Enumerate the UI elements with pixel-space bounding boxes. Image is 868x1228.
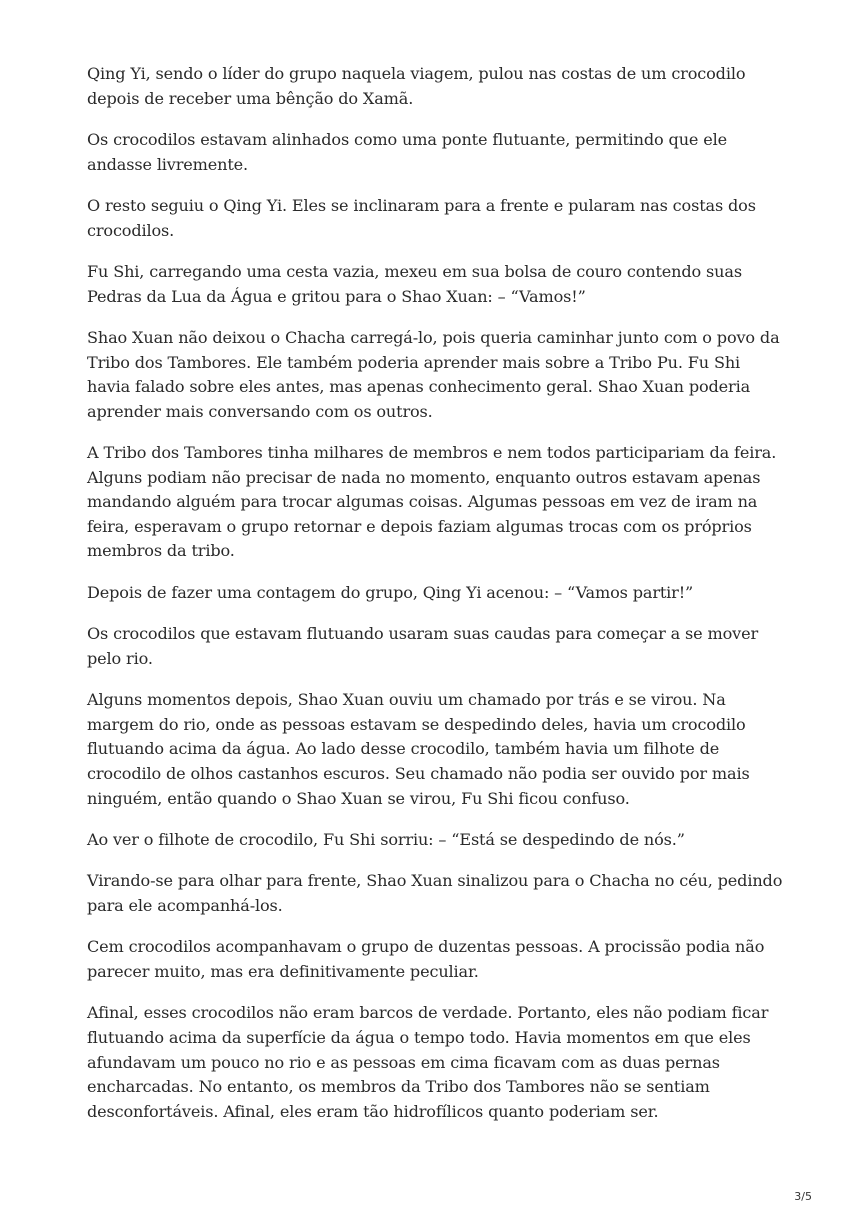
paragraph: Cem crocodilos acompanhavam o grupo de duzentas pessoas. A procissão podia não parecer muito, mas era definitivamente peculiar. [87,937,765,981]
paragraph: O resto seguiu o Qing Yi. Eles se inclinaram para a frente e pularam nas costas dos crocodilos. [87,195,756,240]
paragraph: Ao ver o filhote de crocodilo, Fu Shi sorriu: – “Está se despedindo de nós.” [87,830,685,850]
paragraph: Virando-se para olhar para frente, Shao Xuan sinalizou para o Chacha no céu, pedindo para ele acompanhá-los. [87,871,783,915]
paragraph: Depois de fazer uma contagem do grupo, Qing Yi acenou: – “Vamos partir!” [87,582,694,602]
document-body [87,62,787,1141]
paragraph: Alguns momentos depois, Shao Xuan ouviu um chamado por trás e se virou. Na margem do rio, onde as pessoas estavam se despedindo deles, havia um crocodilo flutuando acima da água. Ao lado desse crocodilo, também havia um filhote de crocodilo de olhos castanhos escuros. Seu chamado não podia ser ouvido por mais ninguém, então quando o Shao Xuan se virou, Fu Shi ficou confuso. [87,690,750,808]
paragraph: Os crocodilos estavam alinhados como uma ponte flutuante, permitindo que ele andasse livremente. [87,129,727,174]
paragraph: A Tribo dos Tambores tinha milhares de membros e nem todos participariam da feira. Alguns podiam não precisar de nada no momento, enquanto outros estavam apenas mandando alguém para trocar algumas coisas. Algumas pessoas em vez de iram na feira, esperavam o grupo retornar e depois faziam algumas trocas com os próprios membros da tribo. [87,443,777,561]
paragraph: Os crocodilos que estavam flutuando usaram suas caudas para começar a se mover pelo rio. [87,624,759,668]
paragraph: Fu Shi, carregando uma cesta vazia, mexeu em sua bolsa de couro contendo suas Pedras da Lua da Água e gritou para o Shao Xuan: – “Vamos!” [87,261,742,306]
page-number: 3/5 [794,1190,812,1203]
paragraph: Shao Xuan não deixou o Chacha carregá-lo, pois queria caminhar junto com o povo da Tribo dos Tambores. Ele também poderia aprender mais sobre a Tribo Pu. Fu Shi havia falado sobre eles antes, mas apenas conhecimento geral. Shao Xuan poderia aprender mais conversando com os outros. [87,327,780,421]
paragraph: Qing Yi, sendo o líder do grupo naquela viagem, pulou nas costas de um crocodilo depois de receber uma bênção do Xamã. [87,64,746,108]
paragraph: Afinal, esses crocodilos não eram barcos de verdade. Portanto, eles não podiam ficar flutuando acima da superfície da água o tempo todo. Havia momentos em que eles afundavam um pouco no rio e as pessoas em cima ficavam com as duas pernas encharcadas. No entanto, os membros da Tribo dos Tambores não se sentiam desconfortáveis. Afinal, eles eram tão hidrofílicos quanto poderiam ser. [87,1003,769,1121]
